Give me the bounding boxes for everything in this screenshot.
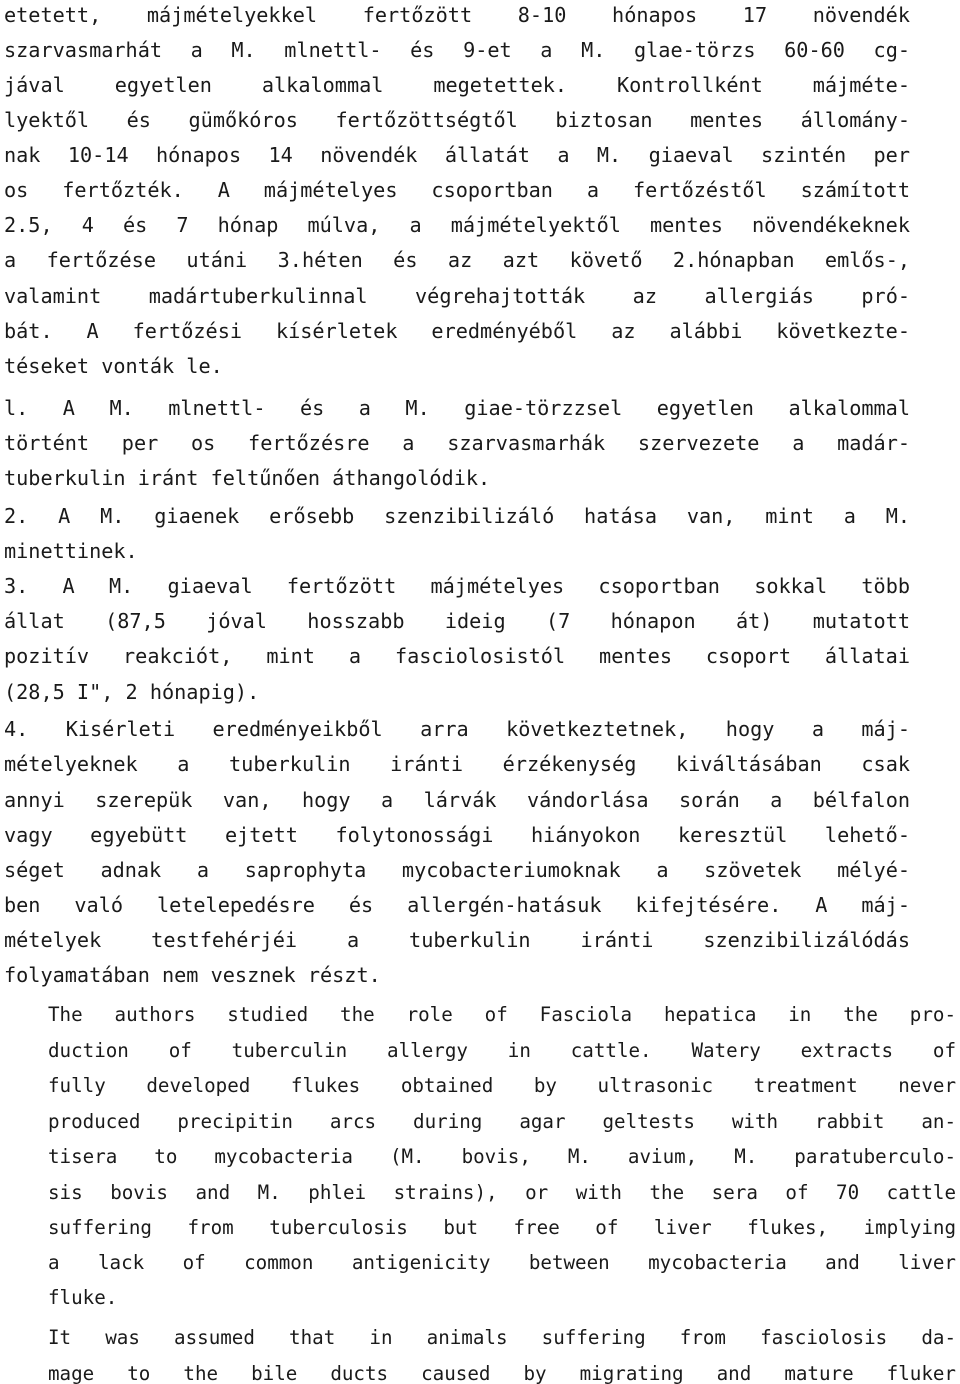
english-summary-line: The authors studied the role of Fasciola hepatica in the pro- (48, 1003, 956, 1026)
hungarian-text-line: szarvasmarhát a M. mlnettl- és 9-et a M. glae-törzs 60-60 cg- (4, 38, 910, 62)
hungarian-text-line: vagy egyebütt ejtett folytonossági hiányokon keresztül lehető- (4, 823, 910, 847)
hungarian-text-line: jával egyetlen alkalommal megetettek. Kontrollként májméte- (4, 73, 910, 97)
hungarian-text-line: etetett, májmételyekkel fertőzött 8-10 hónapos 17 növendék (4, 3, 910, 27)
english-summary-line: duction of tuberculin allergy in cattle. Watery extracts of (48, 1039, 956, 1062)
hungarian-text-line: pozitív reakciót, mint a fasciolosistól mentes csoport állatai (4, 644, 910, 668)
english-summary-line: a lack of common antigenicity between mycobacteria and liver (48, 1251, 956, 1274)
hungarian-text-line: 2. A M. giaenek erősebb szenzibilizáló hatása van, mint a M. (4, 504, 910, 528)
hungarian-text-line: (28,5 I", 2 hónapig). (4, 680, 260, 704)
hungarian-text-line: ben való letelepedésre és allergén-hatásuk kifejtésére. A máj- (4, 893, 910, 917)
english-summary-line: suffering from tuberculosis but free of liver flukes, implying (48, 1216, 956, 1239)
hungarian-text-line: annyi szerepük van, hogy a lárvák vándorlása során a bélfalon (4, 788, 910, 812)
english-summary-line: produced precipitin arcs during agar geltests with rabbit an- (48, 1110, 956, 1133)
english-summary-line: tisera to mycobacteria (M. bovis, M. avium, M. paratuberculo- (48, 1145, 956, 1168)
hungarian-text-line: folyamatában nem vesznek részt. (4, 963, 381, 987)
hungarian-text-line: a fertőzése utáni 3.héten és az azt követő 2.hónapban emlős-, (4, 248, 910, 272)
hungarian-text-line: nak 10-14 hónapos 14 növendék állatát a M. giaeval szintén per (4, 143, 910, 167)
hungarian-text-line: téseket vonták le. (4, 354, 223, 378)
hungarian-text-line: os fertőzték. A májmételyes csoportban a fertőzéstől számított (4, 178, 910, 202)
hungarian-text-line: történt per os fertőzésre a szarvasmarhák szervezete a madár- (4, 431, 910, 455)
hungarian-text-line: mételyek testfehérjéi a tuberkulin iránti szenzibilizálódás (4, 928, 910, 952)
hungarian-text-line: mételyeknek a tuberkulin iránti érzékenység kiváltásában csak (4, 752, 910, 776)
english-summary-line: sis bovis and M. phlei strains), or with the sera of 70 cattle (48, 1181, 956, 1204)
hungarian-text-line: lyektől és gümőkóros fertőzöttségtől biztosan mentes állomány- (4, 108, 910, 132)
hungarian-text-line: tuberkulin iránt feltűnően áthangolódik. (4, 466, 491, 490)
hungarian-text-line: bát. A fertőzési kísérletek eredményéből az alábbi következte- (4, 319, 910, 343)
hungarian-text-line: állat (87,5 jóval hosszabb ideig (7 hónapon át) mutatott (4, 609, 910, 633)
hungarian-text-line: minettinek. (4, 539, 138, 563)
english-summary-line: It was assumed that in animals suffering from fasciolosis da- (48, 1326, 956, 1349)
hungarian-text-line: l. A M. mlnettl- és a M. giae-törzzsel egyetlen alkalommal (4, 396, 910, 420)
hungarian-text-line: 3. A M. giaeval fertőzött májmételyes csoportban sokkal több (4, 574, 910, 598)
english-summary-line: mage to the bile ducts caused by migrating and mature fluker (48, 1362, 956, 1384)
hungarian-text-line: 4. Kisérleti eredményeikből arra következtetnek, hogy a máj- (4, 717, 910, 741)
english-summary-line: fluke. (48, 1286, 118, 1309)
hungarian-text-line: séget adnak a saprophyta mycobacteriumoknak a szövetek mélyé- (4, 858, 910, 882)
hungarian-text-line: 2.5, 4 és 7 hónap múlva, a májmételyektől mentes növendékeknek (4, 213, 910, 237)
hungarian-text-line: valamint madártuberkulinnal végrehajtották az allergiás pró- (4, 284, 910, 308)
english-summary-line: fully developed flukes obtained by ultrasonic treatment never (48, 1074, 956, 1097)
